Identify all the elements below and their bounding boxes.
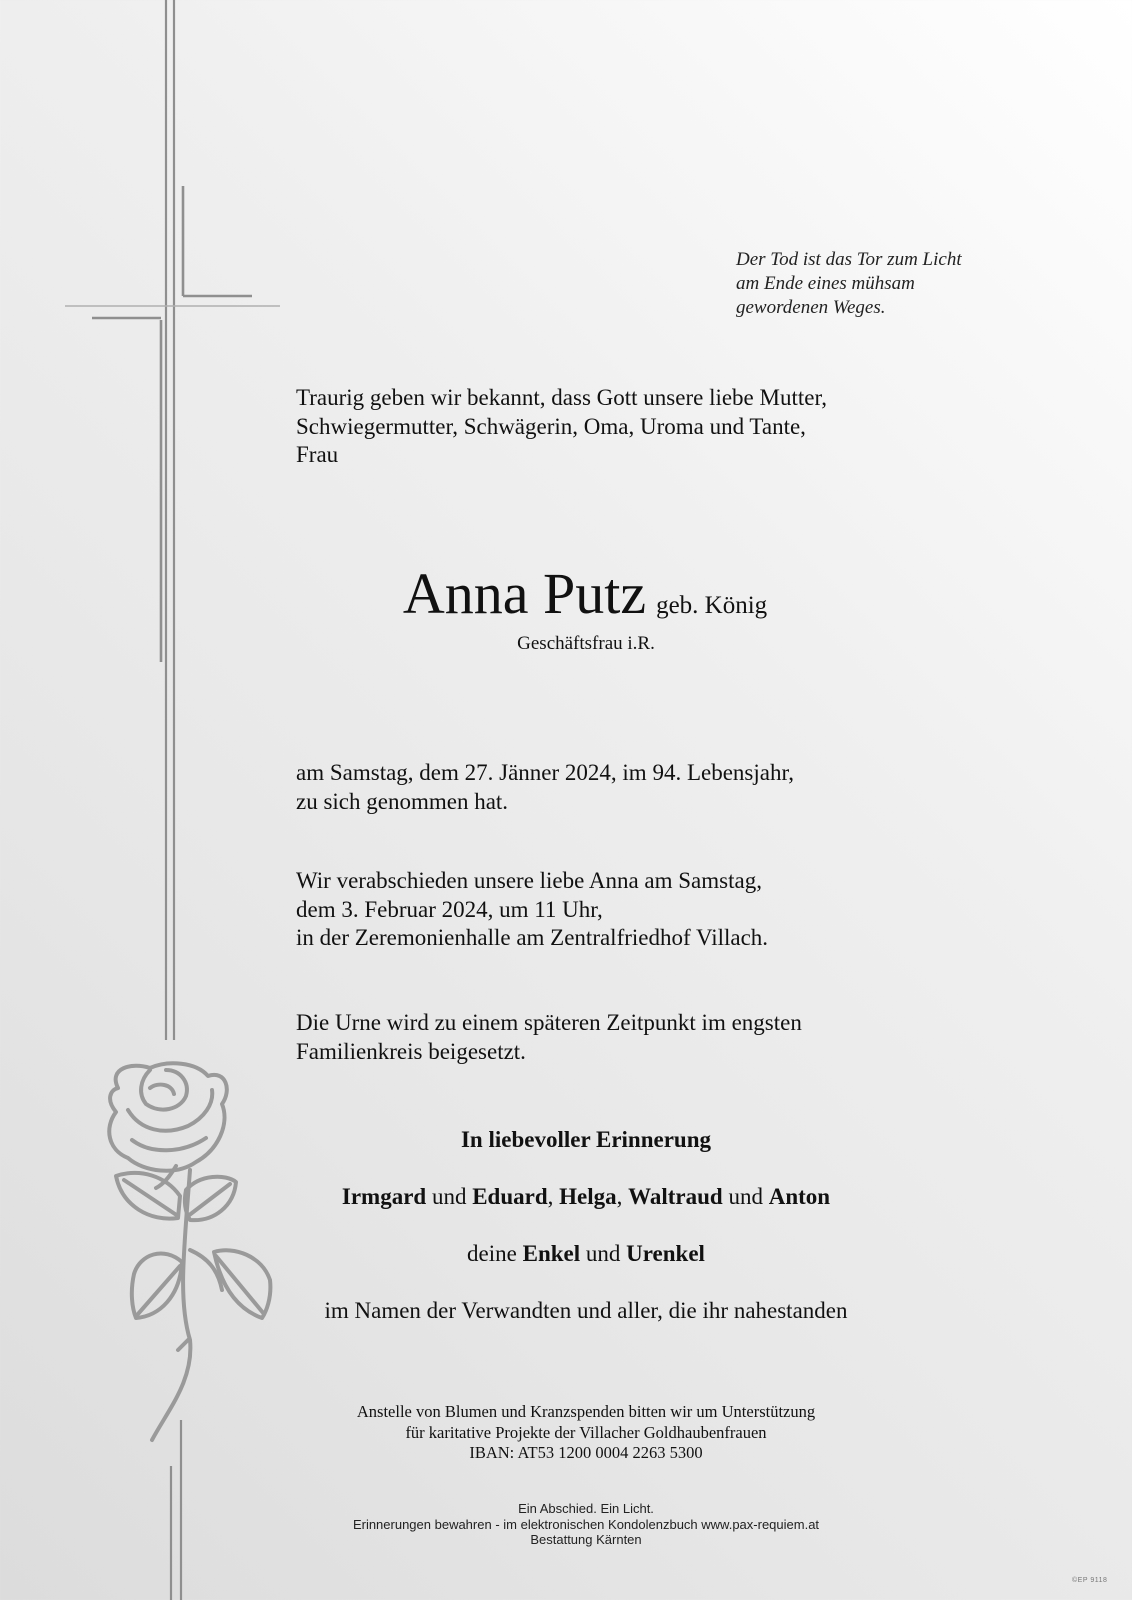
mourner-group: Enkel <box>522 1241 581 1266</box>
donation-iban: IBAN: AT53 1200 0004 2263 5300 <box>469 1443 703 1462</box>
rose-ornament <box>0 0 300 1600</box>
quote-line: gewordenen Weges. <box>736 297 886 318</box>
print-code: ©EP 9118 <box>1072 1577 1108 1584</box>
farewell-line: dem 3. Februar 2024, um 11 Uhr, <box>296 896 603 922</box>
donation-line: für karitative Projekte der Villacher Goldhaubenfrauen <box>405 1422 767 1442</box>
quote-line: am Ende eines mühsam <box>736 273 915 294</box>
deceased-birth-name: geb. König <box>656 592 768 619</box>
deceased-occupation: Geschäftsfrau i.R. <box>517 633 655 654</box>
death-line: am Samstag, dem 27. Jänner 2024, im 94. Lebensjahr, <box>296 760 794 785</box>
death-line: zu sich genommen hat. <box>296 788 509 814</box>
mourners-grandchildren: deine Enkel und Urenkel <box>467 1241 705 1266</box>
announcement-intro <box>296 384 827 470</box>
farewell-line: Wir verabschieden unsere liebe Anna am Samstag, <box>296 868 762 893</box>
mourner-name: Anton <box>768 1184 831 1209</box>
intro-line: Frau <box>296 442 339 467</box>
urn-paragraph <box>296 1009 802 1066</box>
footer-line: Bestattung Kärnten <box>530 1532 642 1547</box>
deceased-name-row <box>0 560 1132 628</box>
mourner-name: Eduard <box>472 1184 548 1209</box>
mourner-group: Urenkel <box>626 1241 705 1266</box>
farewell-paragraph <box>296 867 768 953</box>
mourner-name: Waltraud <box>628 1184 723 1209</box>
donation-line: Anstelle von Blumen und Kranzspenden bitten wir um Unterstützung <box>356 1402 816 1421</box>
mourners-children: Irmgard und Eduard, Helga, Waltraud und Anton <box>341 1184 831 1209</box>
mourners-heading: In liebevoller Erinnerung <box>460 1127 712 1152</box>
epitaph-quote <box>736 248 1096 320</box>
mourner-name: Helga <box>559 1184 617 1209</box>
mourners-relatives: im Namen der Verwandten und aller, die ihr nahestanden <box>324 1298 848 1323</box>
urn-line: Familienkreis beigesetzt. <box>296 1038 526 1064</box>
footer-line: Erinnerungen bewahren - im elektronischen Kondolenzbuch www.pax-requiem.at <box>352 1516 820 1532</box>
deceased-name: Anna Putz <box>402 561 647 626</box>
urn-line: Die Urne wird zu einem späteren Zeitpunkt im engsten <box>296 1010 802 1035</box>
footer <box>0 1501 1132 1548</box>
farewell-line: in der Zeremonienhalle am Zentralfriedhof Villach. <box>296 925 769 950</box>
mourner-name: Irmgard <box>341 1184 427 1209</box>
footer-line: Ein Abschied. Ein Licht. <box>518 1501 654 1516</box>
donation-request <box>0 1402 1132 1464</box>
death-date-paragraph <box>296 759 794 816</box>
intro-line: Schwiegermutter, Schwägerin, Oma, Uroma und Tante, <box>296 413 806 439</box>
intro-line: Traurig geben wir bekannt, dass Gott unsere liebe Mutter, <box>296 385 827 410</box>
quote-line: Der Tod ist das Tor zum Licht <box>736 249 962 270</box>
